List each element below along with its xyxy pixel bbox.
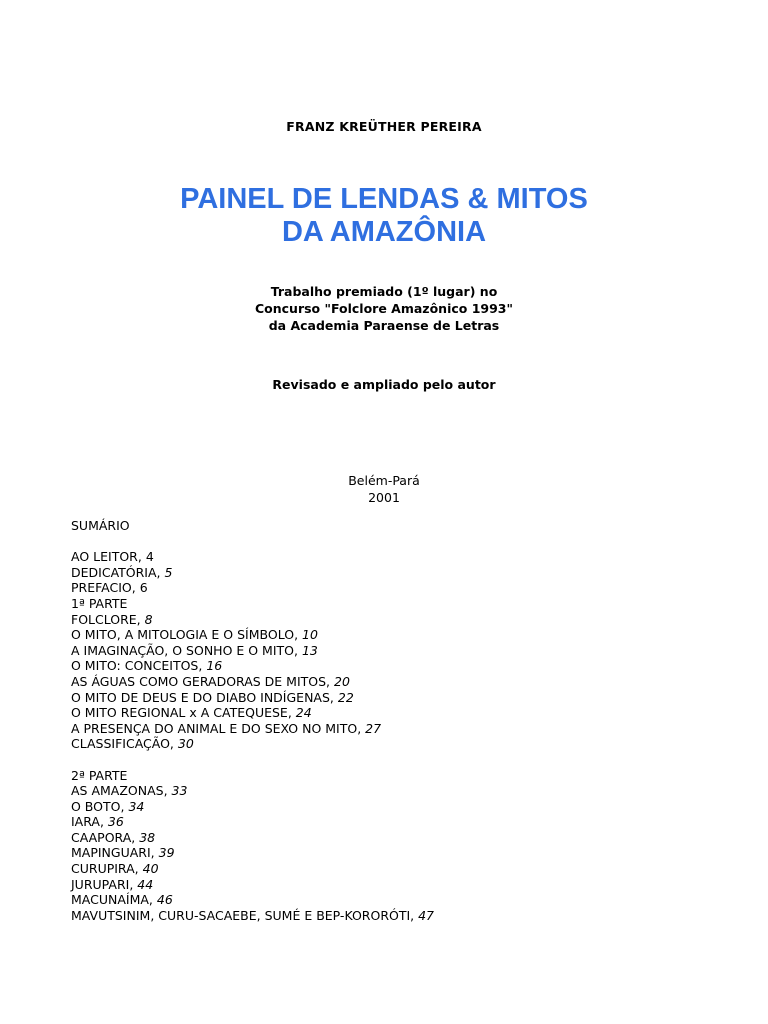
- toc-entry-page: 24: [295, 705, 312, 721]
- toc-entry-label: FOLCLORE,: [71, 611, 145, 627]
- toc-entry-page: 38: [139, 829, 156, 845]
- table-of-contents: [71, 518, 434, 923]
- publication-place: Belém-Pará: [348, 473, 420, 488]
- toc-entry: [71, 861, 434, 877]
- toc-group: [71, 768, 434, 924]
- toc-entry: [71, 627, 434, 643]
- toc-entry: [71, 736, 434, 752]
- toc-entry-label: 1ª PARTE: [71, 595, 128, 611]
- toc-entry-label: A PRESENÇA DO ANIMAL E DO SEXO NO MITO,: [71, 720, 366, 736]
- toc-entry-label: MAVUTSINIM, CURU-SACAEBE, SUMÉ E BEP-KORORÓTI,: [71, 907, 419, 923]
- toc-entry-label: O BOTO,: [71, 798, 129, 814]
- toc-entry: [71, 674, 434, 690]
- publication-place-date: [0, 472, 768, 506]
- toc-group: [71, 549, 434, 752]
- toc-entry: [71, 845, 434, 861]
- toc-entry: [71, 877, 434, 893]
- toc-entry-label: AS AMAZONAS,: [71, 783, 172, 799]
- toc-entry-page: 16: [206, 658, 223, 674]
- toc-entry-page: 20: [334, 673, 350, 689]
- toc-entry: [71, 658, 434, 674]
- toc-entry-label: PREFACIO,: [71, 580, 140, 596]
- toc-entry-label: O MITO, A MITOLOGIA E O SÍMBOLO,: [71, 627, 303, 643]
- toc-entry: [71, 908, 434, 924]
- toc-entry: [71, 690, 434, 706]
- toc-entry: [71, 799, 434, 815]
- toc-entry-page: 33: [171, 783, 188, 799]
- publication-year: 2001: [368, 490, 400, 505]
- toc-entry-label: CAAPORA,: [71, 829, 140, 845]
- toc-entry-label: O MITO REGIONAL x A CATEQUESE,: [71, 705, 296, 721]
- toc-entry: [71, 768, 434, 784]
- toc-entry: [71, 830, 434, 846]
- toc-entry-page: 44: [137, 876, 154, 892]
- toc-entry-label: DEDICATÓRIA,: [71, 564, 165, 580]
- award-line-3: da Academia Paraense de Letras: [268, 318, 500, 333]
- toc-entry: [71, 596, 434, 612]
- toc-entry-page: 4: [145, 549, 154, 565]
- toc-entry-page: 36: [107, 814, 124, 830]
- toc-entry: [71, 814, 434, 830]
- toc-entry-label: O MITO DE DEUS E DO DIABO INDÍGENAS,: [71, 689, 338, 705]
- toc-entry-page: 27: [365, 720, 382, 736]
- award-line-1: Trabalho premiado (1º lugar) no: [270, 284, 498, 299]
- toc-entry: [71, 705, 434, 721]
- toc-entry-label: AO LEITOR,: [71, 549, 146, 565]
- toc-entry-page: 13: [301, 642, 318, 658]
- author-name: FRANZ KREÜTHER PEREIRA: [286, 119, 482, 134]
- toc-entry-page: 30: [177, 736, 194, 752]
- toc-entry-label: MAPINGUARI,: [71, 845, 159, 861]
- toc-entry-page: 46: [156, 892, 173, 908]
- toc-entry: [71, 565, 434, 581]
- toc-entry-label: 2ª PARTE: [71, 767, 128, 783]
- toc-entry-page: 10: [302, 627, 318, 643]
- toc-entry-page: 5: [164, 564, 173, 580]
- toc-entry-label: IARA,: [71, 814, 108, 830]
- toc-groups: [71, 549, 434, 923]
- toc-entry-page: 22: [337, 689, 354, 705]
- title-line-1: PAINEL DE LENDAS & MITOS: [180, 183, 588, 215]
- document-title: [0, 183, 768, 249]
- toc-entry-page: 47: [418, 907, 435, 923]
- toc-entry-page: 39: [158, 845, 175, 861]
- toc-entry-label: AS ÁGUAS COMO GERADORAS DE MITOS,: [71, 673, 334, 689]
- toc-entry: [71, 643, 434, 659]
- toc-entry: [71, 612, 434, 628]
- toc-entry-page: 8: [144, 611, 153, 627]
- award-note: [0, 283, 768, 334]
- toc-entry-page: 6: [139, 580, 148, 596]
- title-line-2: DA AMAZÔNIA: [281, 216, 487, 248]
- toc-heading: SUMÁRIO: [71, 518, 130, 533]
- toc-entry-label: CURUPIRA,: [71, 861, 143, 877]
- toc-entry: [71, 783, 434, 799]
- toc-entry-label: O MITO: CONCEITOS,: [71, 658, 207, 674]
- revised-note: Revisado e ampliado pelo autor: [272, 377, 496, 392]
- toc-entry-label: A IMAGINAÇÃO, O SONHO E O MITO,: [71, 642, 302, 658]
- toc-entry-label: MACUNAÍMA,: [71, 892, 157, 908]
- toc-entry-page: 34: [128, 798, 145, 814]
- toc-entry-page: 40: [142, 861, 159, 877]
- toc-entry: [71, 549, 434, 565]
- toc-entry: [71, 892, 434, 908]
- award-line-2: Concurso "Folclore Amazônico 1993": [254, 301, 514, 316]
- toc-entry-label: CLASSIFICAÇÃO,: [71, 736, 178, 752]
- toc-entry: [71, 721, 434, 737]
- toc-entry: [71, 580, 434, 596]
- toc-entry-label: JURUPARI,: [71, 876, 138, 892]
